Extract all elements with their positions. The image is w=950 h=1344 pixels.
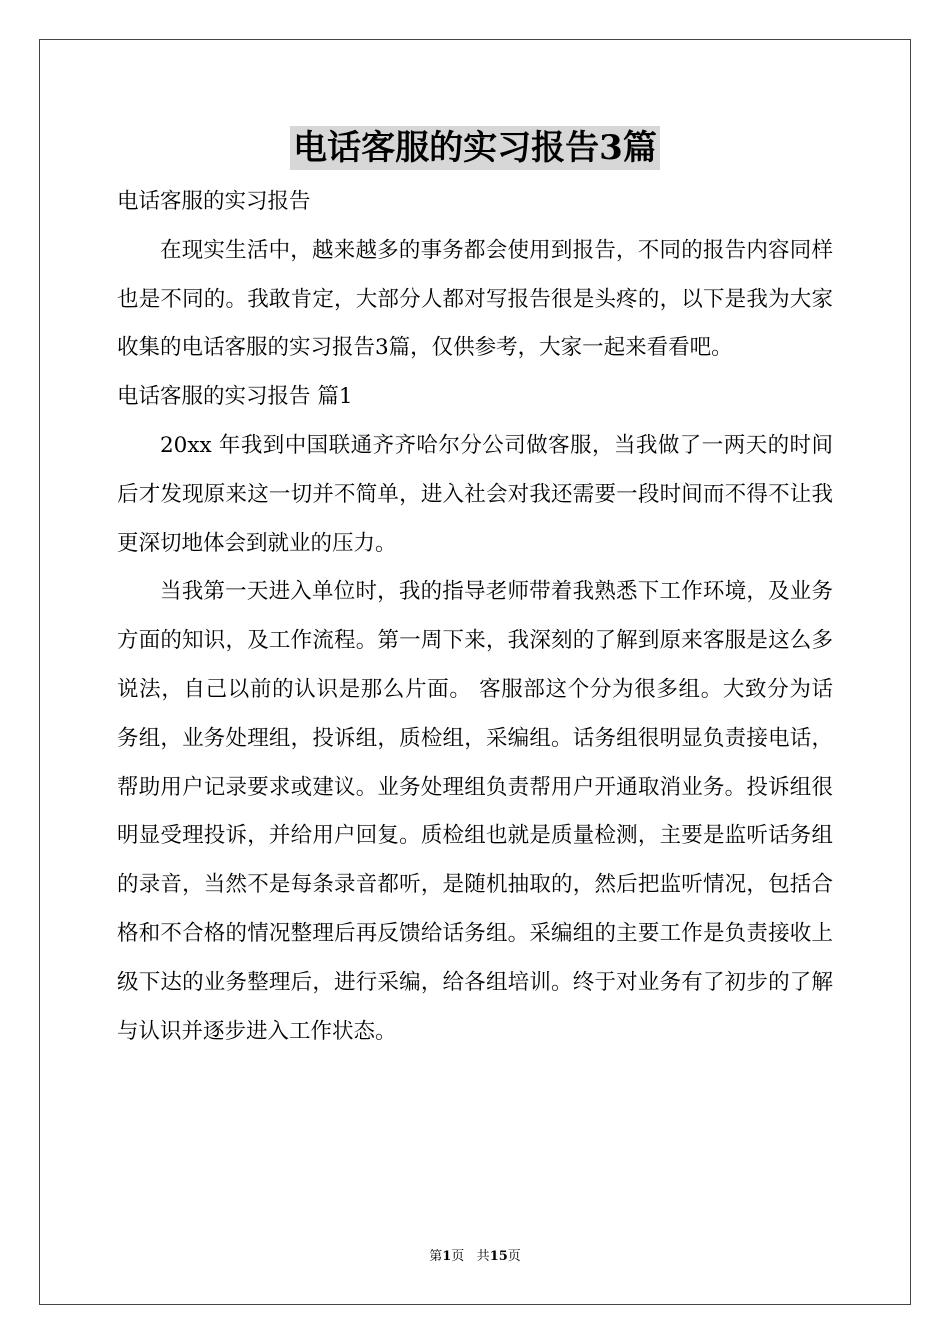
title-container (0, 126, 950, 170)
paragraph-section-heading: 电话客服的实习报告 篇1 (117, 384, 353, 410)
paragraph-subtitle: 电话客服的实习报告 (117, 189, 311, 214)
paragraph-body-2: 当我第一天进入单位时，我的指导老师带着我熟悉下工作环境，及业务方面的知识，及工作流程。第一周下来，我深刻的了解到原来客服是这么多说法，自己以前的认识是那么片面。 客服部这个分为很多组。大致分为话务组，业务处理组，投诉组，质检组，采编组。话务组很明显负责接电话，帮助用户记录要求或建议。业务处理组负责帮用户开通取消业务。投诉组很明显受理投诉，并给用户回复。质检组也就是质量检测，主要是监听话务组的录音，当然不是每条录音都听，是随机抽取的，然后把监听情况，包括合格和不合格的情况整理后再反馈给话务组。采编组的主要工作是负责接收上级下达的业务整理后，进行采编，给各组培训。终于对业务有了初步的了解与认识并逐步进入工作状态。 (117, 579, 833, 1044)
document-body (117, 178, 833, 1056)
page-label-suffix: 页 (451, 1249, 465, 1264)
page-label-prefix: 第 (429, 1249, 443, 1264)
total-pages: 15 (489, 1249, 508, 1264)
paragraph-body-1: 20xx 年我到中国联通齐齐哈尔分公司做客服，当我做了一两天的时间后才发现原来这一切并不简单，进入社会对我还需要一段时间而不得不让我更深切地体会到就业的压力。 (117, 432, 833, 556)
page-footer (0, 1248, 950, 1266)
total-label-prefix: 共 (476, 1249, 490, 1264)
document-title: 电话客服的实习报告3篇 (290, 126, 660, 170)
paragraph-intro: 在现实生活中，越来越多的事务都会使用到报告，不同的报告内容同样也是不同的。我敢肯定，大部分人都对写报告很是头疼的，以下是我为大家收集的电话客服的实习报告3篇，仅供参考，大家一起来看看吧。 (117, 237, 833, 361)
page-number: 1 (442, 1249, 452, 1264)
total-label-suffix: 页 (507, 1249, 521, 1264)
